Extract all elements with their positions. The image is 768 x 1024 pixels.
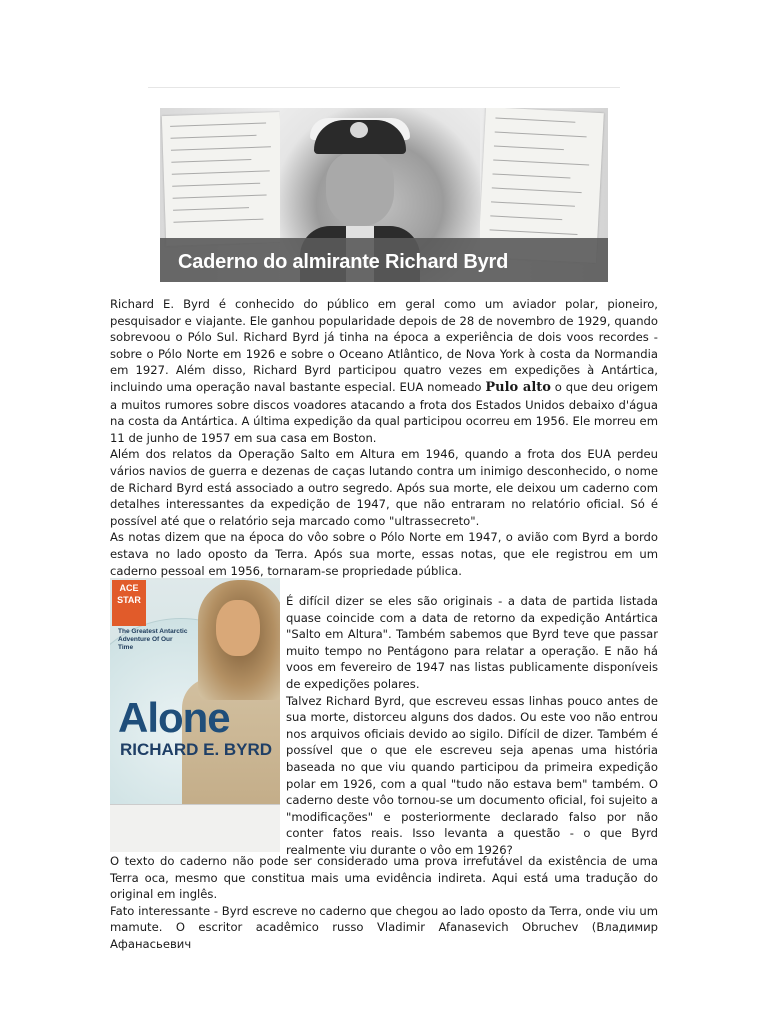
- cap-badge-icon: [350, 122, 368, 138]
- ice-landscape: [110, 804, 280, 852]
- paragraph-operation: Além dos relatos da Operação Salto em Altura em 1946, quando a frota dos EUA perdeu vários navios de guerra e dezenas de caças lutando contra um inimigo desconhecido, o nome de Richard Byrd está associado a outro segredo. Após sua morte, ele deixou um caderno com detalhes interessantes da expedição de 1947, que não entraram no relatório oficial. Só é possível até que o relatório seja marcado como "ultrassecreto".: [110, 447, 658, 528]
- book-title: Alone: [118, 694, 230, 741]
- explorer-face: [216, 600, 260, 656]
- paragraph-mammoth: Fato interessante - Byrd escreve no caderno que chegou ao lado oposto da Terra, onde viu um mamute. O escritor acadêmico russo Vladimir Afanasevich Obruchev (Владимир Афанасьевич: [110, 903, 658, 951]
- paragraph-hollow-earth: O texto do caderno não pode ser considerado uma prova irrefutável da existência de uma Terra oca, mesmo que constitua mais uma evidência indireta. Aqui está uma tradução do original em inglês.: [110, 854, 658, 902]
- paragraph-originality: É difícil dizer se eles são originais - a data de partida listada quase coincide com a data de retorno da expedição Antártica "Salto em Altura". Também sabemos que Byrd teve que passar muito tempo no Pentágono para relatar a operação. E não há voos em fevereiro de 1947 nas listas publicamente disponíveis de expedições polares.: [286, 594, 658, 691]
- paragraph-notes: As notas dizem que na época do vôo sobre o Pólo Norte em 1947, o avião com Byrd a bordo estava no lado oposto da Terra. Após sua morte, essas notas, que ele registrou em um caderno pessoal em 1956, tornaram-se propriedade pública.: [110, 530, 658, 578]
- book-author: RICHARD E. BYRD: [120, 740, 273, 759]
- paragraph-speculation: Talvez Richard Byrd, que escreveu essas linhas pouco antes de sua morte, distorceu alguns dos dados. Ou este voo não entrou nos arquivos oficiais devido ao sigilo. Difícil de dizer. Também é possível que o que ele escreveu seja apenas uma história baseada no que viu quando participou da primeira expedição polar em 1926, com a qual "tudo não estava bem" também. O caderno deste vôo tornou-se um documento oficial, foi sujeito a "modificações" e posteriormente declarado falso por não conter fatos reais. Isso levanta a questão - o que Byrd realmente viu durante o vôo em 1926?: [286, 693, 658, 857]
- publisher-badge: ACE STAR: [112, 580, 146, 626]
- paragraph-intro: Richard E. Byrd é conhecido do público em geral como um aviador polar, pioneiro, pesquisador e viajante. Ele ganhou popularidade depois de 28 de novembro de 1929, quando sobrevoou o Pólo Sul. Richard Byrd já tinha na época a experiência de dois voos recordes - sobre o Pólo Norte em 1926 e sobre o Oceano Atlântico, de Nova York à costa da Normandia em 1927. Além disso, Richard Byrd participou quatro vezes em expedições à Antártica, incluindo uma operação naval bastante especial. EUA nomeado Pulo alto o que deu origem a muitos rumores sobre discos voadores atacando a frota dos Estados Unidos debaixo d'água na costa da Antártica. A última expedição da qual participou ocorreu em 1956. Ele morreu em 11 de junho de 1957 em sua casa em Boston.: [110, 297, 658, 445]
- article-body-top: [110, 296, 658, 579]
- portrait-face: [326, 152, 394, 226]
- book-tagline: The Greatest Antarctic Adventure Of Our Time: [118, 628, 188, 651]
- banner-caption-bar: [160, 238, 608, 282]
- article-body-beside-image: [286, 593, 658, 859]
- handwritten-note-left: [162, 112, 284, 246]
- header-banner-image: [160, 108, 608, 282]
- highlighted-term: Pulo alto: [485, 379, 551, 395]
- article-body-bottom: [110, 853, 658, 953]
- banner-title: Caderno do almirante Richard Byrd: [178, 251, 509, 273]
- top-divider: [148, 87, 620, 88]
- book-cover-image: [110, 578, 280, 852]
